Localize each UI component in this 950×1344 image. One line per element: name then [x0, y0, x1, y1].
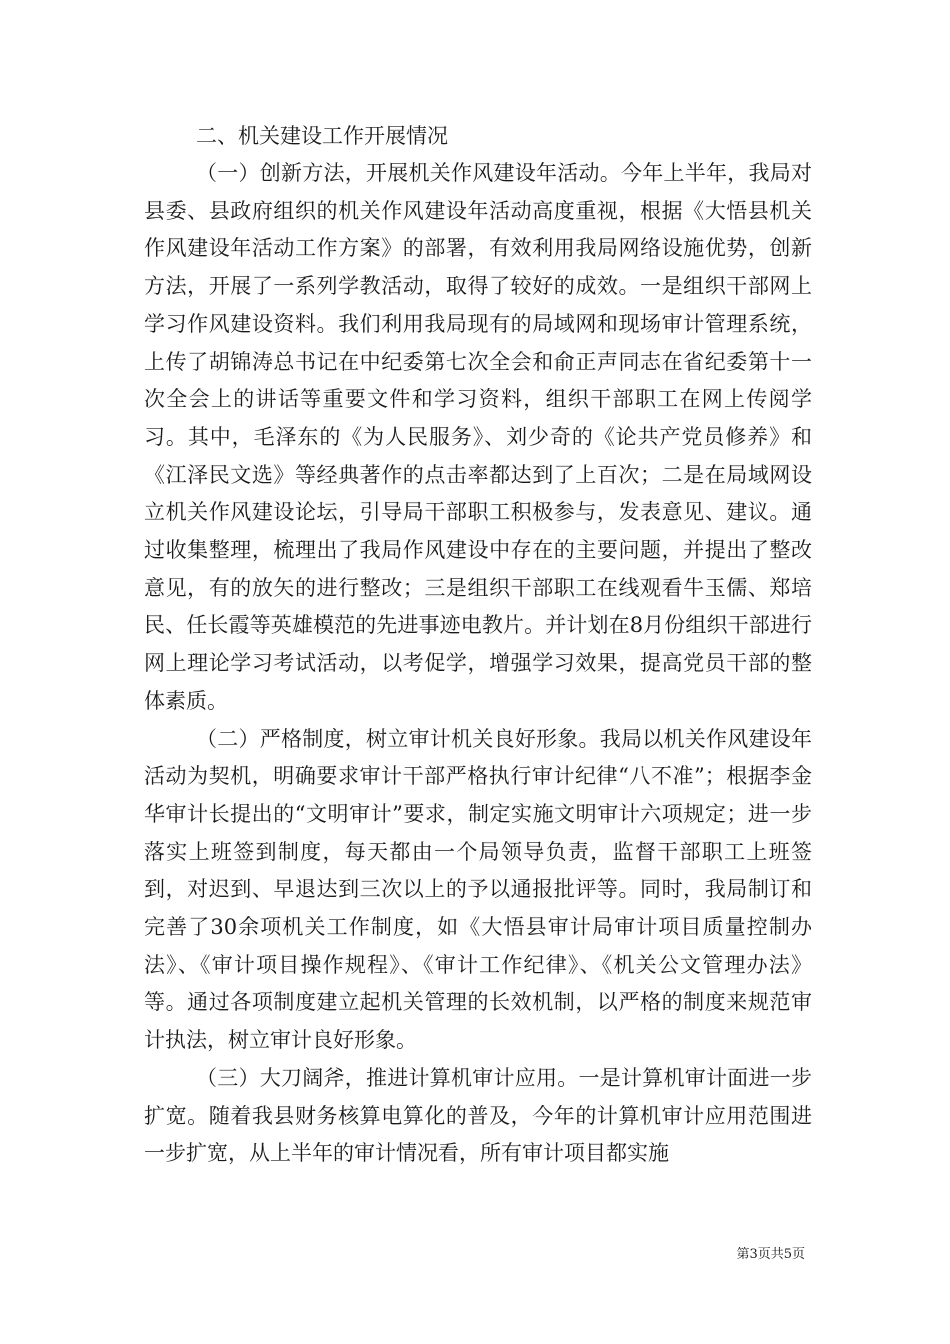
paragraph-computer-audit: （三）大刀阔斧，推进计算机审计应用。一是计算机审计面进一步扩宽。随着我县财务核算电算化的普及，今年的计算机审计应用范围进一步扩宽，从上半年的审计情况看，所有审计项目都实施 [144, 1065, 812, 1166]
paragraph-innovation: （一）创新方法，开展机关作风建设年活动。今年上半年，我局对县委、县政府组织的机关作风建设年活动高度重视，根据《大悟县机关作风建设年活动工作方案》的部署，有效利用我局网络设施优势，创新方法，开展了一系列学教活动，取得了较好的成效。一是组织干部网上学习作风建设资料。我们利用我局现有的局域网和现场审计管理系统，上传了胡锦涛总书记在中纪委第七次全会和俞正声同志在省纪委第十一次全会上的讲话等重要文件和学习资料，组织干部职工在网上传阅学习。其中，毛泽东的《为人民服务》、刘少奇的《论共产党员修养》和《江泽民文选》等经典著作的点击率都达到了上百次；二是在局域网设立机关作风建设论坛，引导局干部职工积极参与，发表意见、建议。通过收集整理，梳理出了我局作风建设中存在的主要问题，并提出了整改意见，有的放矢的进行整改；三是组织干部职工在线观看牛玉儒、郑培民、任长霞等英雄模范的先进事迹电教片。并计划在8月份组织干部进行网上理论学习考试活动，以考促学，增强学习效果，提高党员干部的整体素质。 [144, 161, 812, 713]
paragraph-discipline: （二）严格制度，树立审计机关良好形象。我局以机关作风建设年活动为契机，明确要求审计干部严格执行审计纪律“八不准”；根据李金华审计长提出的“文明审计”要求，制定实施文明审计六项规定；进一步落实上班签到制度，每天都由一个局领导负责，监督干部职工上班签到，对迟到、早退达到三次以上的予以通报批评等。同时，我局制订和完善了30余项机关工作制度，如《大悟县审计局审计项目质量控制办法》、《审计项目操作规程》、《审计工作纪律》、《机关公文管理办法》等。通过各项制度建立起机关管理的长效机制，以严格的制度来规范审计执法，树立审计良好形象。 [144, 726, 812, 1053]
document-body [144, 118, 812, 1173]
section-heading: 二、机关建设工作开展情况 [196, 124, 448, 148]
page-number: 第3页共5页 [736, 1247, 805, 1262]
